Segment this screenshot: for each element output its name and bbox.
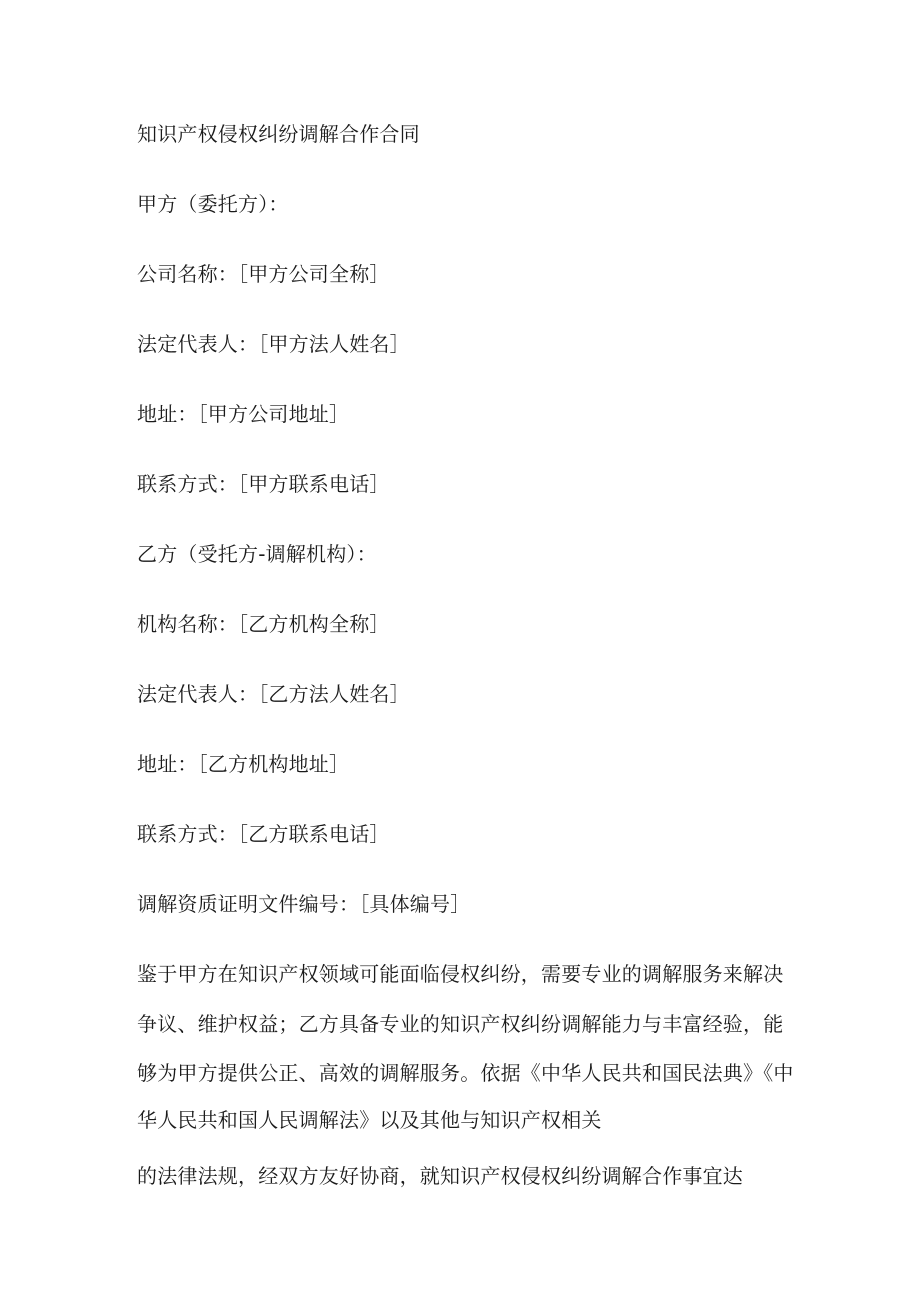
preamble-line-3: 够为甲方提供公正、高效的调解服务。依据《中华人民共和国民法典》《中	[137, 1061, 794, 1085]
party-a-address: 地址：［甲方公司地址］	[137, 402, 350, 426]
party-a-contact: 联系方式：［甲方联系电话］	[137, 472, 390, 496]
preamble-line-4: 华人民共和国人民调解法》以及其他与知识产权相关	[137, 1108, 602, 1132]
preamble-line-2: 争议、维护权益；乙方具备专业的知识产权纠纷调解能力与丰富经验，能	[137, 1012, 784, 1036]
party-b-legal-rep: 法定代表人：［乙方法人姓名］	[137, 682, 410, 706]
party-b-org-name: 机构名称：［乙方机构全称］	[137, 612, 390, 636]
party-a-legal-rep: 法定代表人：［甲方法人姓名］	[137, 332, 410, 356]
party-b-heading: 乙方（受托方-调解机构）：	[137, 542, 377, 566]
document-title: 知识产权侵权纠纷调解合作合同	[137, 122, 420, 146]
party-b-qualification-no: 调解资质证明文件编号：［具体编号］	[137, 892, 471, 916]
party-b-address: 地址：［乙方机构地址］	[137, 752, 350, 776]
party-a-company-name: 公司名称：［甲方公司全称］	[137, 262, 390, 286]
preamble-line-1: 鉴于甲方在知识产权领域可能面临侵权纠纷，需要专业的调解服务来解决	[137, 962, 784, 986]
preamble-line-5: 的法律法规，经双方友好协商，就知识产权侵权纠纷调解合作事宜达	[137, 1164, 743, 1188]
party-a-heading: 甲方（委托方）：	[137, 192, 289, 216]
party-b-contact: 联系方式：［乙方联系电话］	[137, 822, 390, 846]
